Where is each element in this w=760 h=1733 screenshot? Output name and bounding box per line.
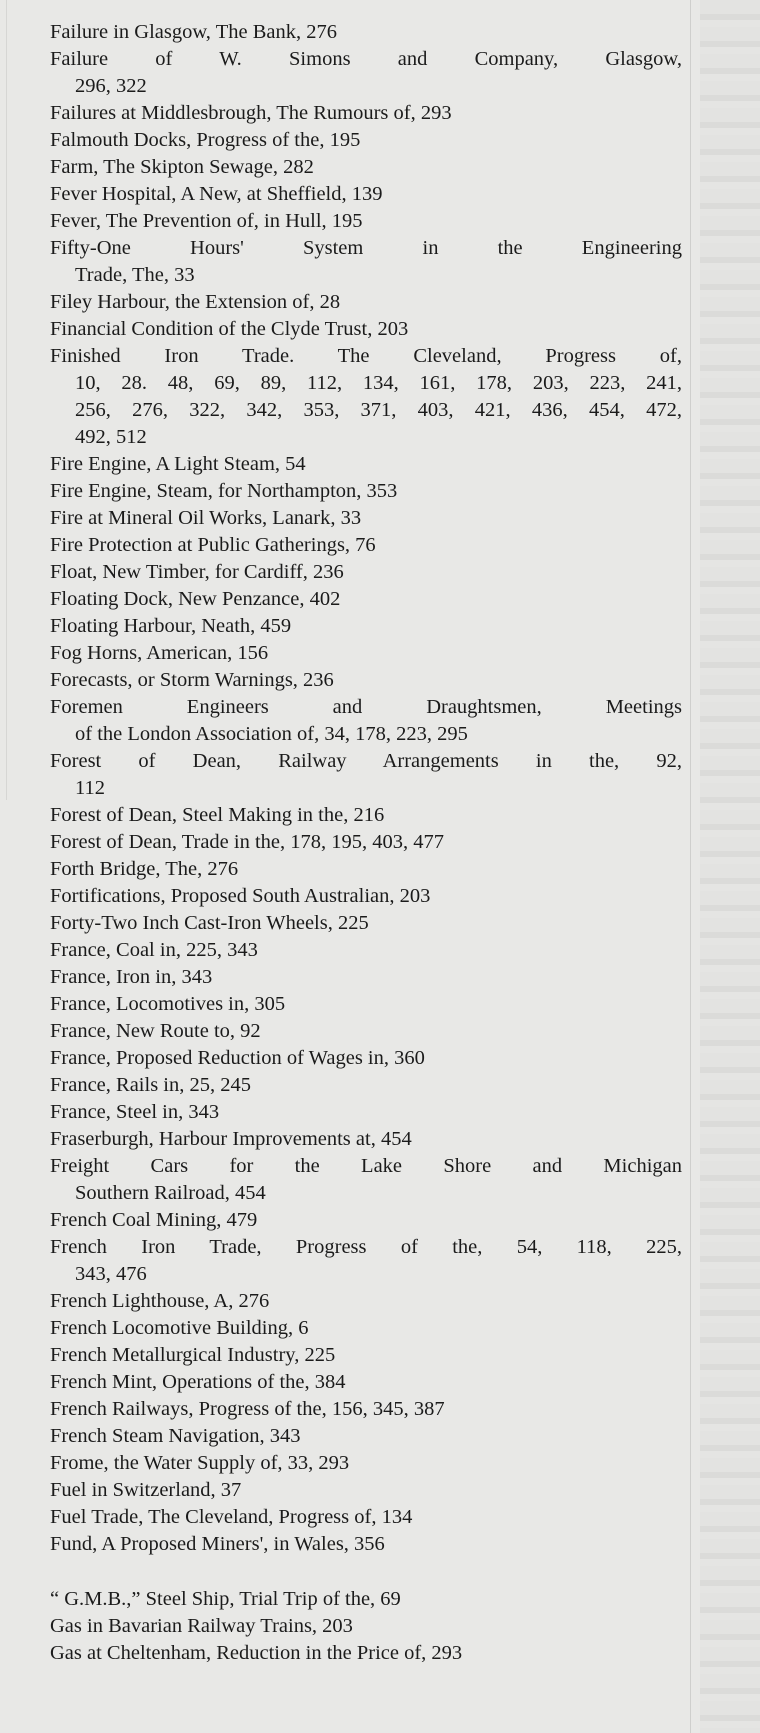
index-entry-continuation: of the London Association of, 34, 178, 223, 295 [75,723,468,745]
index-entry [50,1586,682,1613]
index-entry-heading: Failures at Middlesbrough, The Rumours of, 293 [50,102,452,124]
index-entry-heading: Falmouth Docks, Progress of the, 195 [50,129,361,151]
index-entry [50,1099,682,1126]
index-entry-heading: France, Iron in, 343 [50,966,213,988]
index-entry [50,991,682,1018]
index-entry-heading: Fire Protection at Public Gatherings, 76 [50,534,376,556]
index-entry [50,1126,682,1153]
index-entry-continuation: 296, 322 [75,75,147,97]
index-entry [50,1477,682,1504]
index-entry [50,829,682,856]
index-entry [50,883,682,910]
index-entry-heading: France, New Route to, 92 [50,1020,261,1042]
index-entry-heading: Failure of W. Simons and Company, Glasgow, [50,48,682,70]
index-entry [50,181,682,208]
index-entry-heading: French Steam Navigation, 343 [50,1425,301,1447]
index-entry-heading: Forest of Dean, Trade in the, 178, 195, 403, 477 [50,831,445,853]
index-entry-continuation: Southern Railroad, 454 [75,1182,266,1204]
index-entry [50,154,682,181]
index-entry-heading: Gas at Cheltenham, Reduction in the Price of, 293 [50,1642,463,1664]
index-entry [50,937,682,964]
index-entry-heading: France, Coal in, 225, 343 [50,939,258,961]
index-entry [50,505,682,532]
index-entry [50,1045,682,1072]
index-entry-heading: Fever, The Prevention of, in Hull, 195 [50,210,363,232]
index-entry [50,748,682,802]
index-entry [50,100,682,127]
index-entry-heading: Frome, the Water Supply of, 33, 293 [50,1452,350,1474]
bleed-through-column [700,0,760,1733]
index-entry [50,640,682,667]
index-entry [50,1423,682,1450]
index-entry-heading: Freight Cars for the Lake Shore and Michigan [50,1155,682,1177]
index-entry [50,964,682,991]
index-entry-heading: Fifty-One Hours' System in the Engineering [50,237,682,259]
index-entry [50,1234,682,1288]
index-entry-heading: Gas in Bavarian Railway Trains, 203 [50,1615,353,1637]
index-entry [50,1504,682,1531]
page-edge [6,0,7,800]
index-list [50,19,682,1667]
index-entry-heading: Foremen Engineers and Draughtsmen, Meetings [50,696,682,718]
index-entry-heading: Forecasts, or Storm Warnings, 236 [50,669,334,691]
index-entry-heading: France, Proposed Reduction of Wages in, 360 [50,1047,425,1069]
index-entry [50,1640,682,1667]
index-entry-heading: French Lighthouse, A, 276 [50,1290,270,1312]
index-entry [50,235,682,289]
index-entry-continuation: Trade, The, 33 [75,264,195,286]
index-entry [50,1613,682,1640]
index-entry [50,289,682,316]
index-entry-heading: French Locomotive Building, 6 [50,1317,309,1339]
index-entry [50,1531,682,1558]
index-entry-heading: Fire Engine, Steam, for Northampton, 353 [50,480,398,502]
index-entry-heading: Financial Condition of the Clyde Trust, 203 [50,318,409,340]
index-entry-heading: “ G.M.B.,” Steel Ship, Trial Trip of the, 69 [50,1588,401,1610]
index-entry [50,1153,682,1207]
index-entry [50,802,682,829]
index-entry-heading: Forest of Dean, Railway Arrangements in the, 92, [50,750,682,772]
index-entry-heading: Fire Engine, A Light Steam, 54 [50,453,306,475]
index-entry-heading: Forty-Two Inch Cast-Iron Wheels, 225 [50,912,369,934]
section-gap [50,1558,682,1586]
index-entry [50,559,682,586]
index-entry [50,586,682,613]
index-entry-heading: French Mint, Operations of the, 384 [50,1371,346,1393]
index-entry [50,1072,682,1099]
index-entry-heading: Floating Harbour, Neath, 459 [50,615,292,637]
index-entry [50,694,682,748]
index-entry-heading: Filey Harbour, the Extension of, 28 [50,291,341,313]
index-entry [50,856,682,883]
index-entry [50,127,682,154]
index-entry [50,316,682,343]
index-entry [50,910,682,937]
index-entry-heading: Forth Bridge, The, 276 [50,858,239,880]
index-entry-continuation: 10, 28. 48, 69, 89, 112, 134, 161, 178, 203, 223, 241, [75,372,682,394]
index-entry [50,19,682,46]
index-entry-heading: Fog Horns, American, 156 [50,642,269,664]
index-entry-heading: Farm, The Skipton Sewage, 282 [50,156,314,178]
index-entry-heading: French Iron Trade, Progress of the, 54, 118, 225, [50,1236,682,1258]
index-entry-heading: Finished Iron Trade. The Cleveland, Progress of, [50,345,682,367]
index-entry-heading: Fund, A Proposed Miners', in Wales, 356 [50,1533,385,1555]
index-entry [50,1342,682,1369]
index-entry [50,1396,682,1423]
index-entry [50,1018,682,1045]
index-entry-continuation: 343, 476 [75,1263,147,1285]
index-entry-heading: French Railways, Progress of the, 156, 345, 387 [50,1398,445,1420]
index-entry [50,1288,682,1315]
index-entry-heading: Failure in Glasgow, The Bank, 276 [50,21,337,43]
index-entry-heading: Floating Dock, New Penzance, 402 [50,588,341,610]
index-entry [50,208,682,235]
index-entry-continuation: 112 [75,777,105,799]
index-entry-heading: Fraserburgh, Harbour Improvements at, 454 [50,1128,412,1150]
index-entry [50,1315,682,1342]
column-divider [690,0,691,1733]
index-entry [50,1369,682,1396]
index-entry-heading: France, Rails in, 25, 245 [50,1074,251,1096]
index-entry [50,613,682,640]
index-entry-heading: Fuel Trade, The Cleveland, Progress of, 134 [50,1506,413,1528]
index-entry-heading: Forest of Dean, Steel Making in the, 216 [50,804,385,826]
index-entry [50,343,682,451]
index-entry-heading: Fortifications, Proposed South Australian, 203 [50,885,431,907]
index-entry [50,532,682,559]
index-entry-heading: France, Locomotives in, 305 [50,993,286,1015]
index-entry [50,478,682,505]
index-entry-heading: France, Steel in, 343 [50,1101,220,1123]
index-entry-continuation: 256, 276, 322, 342, 353, 371, 403, 421, 436, 454, 472, [75,399,682,421]
index-entry-heading: Fever Hospital, A New, at Sheffield, 139 [50,183,383,205]
index-entry [50,1450,682,1477]
index-entry-continuation: 492, 512 [75,426,147,448]
index-entry-heading: Fire at Mineral Oil Works, Lanark, 33 [50,507,362,529]
index-entry-heading: Float, New Timber, for Cardiff, 236 [50,561,344,583]
index-entry [50,46,682,100]
index-entry-heading: Fuel in Switzerland, 37 [50,1479,242,1501]
index-entry-heading: French Metallurgical Industry, 225 [50,1344,336,1366]
index-entry [50,1207,682,1234]
index-entry [50,451,682,478]
index-entry-heading: French Coal Mining, 479 [50,1209,258,1231]
index-entry [50,667,682,694]
